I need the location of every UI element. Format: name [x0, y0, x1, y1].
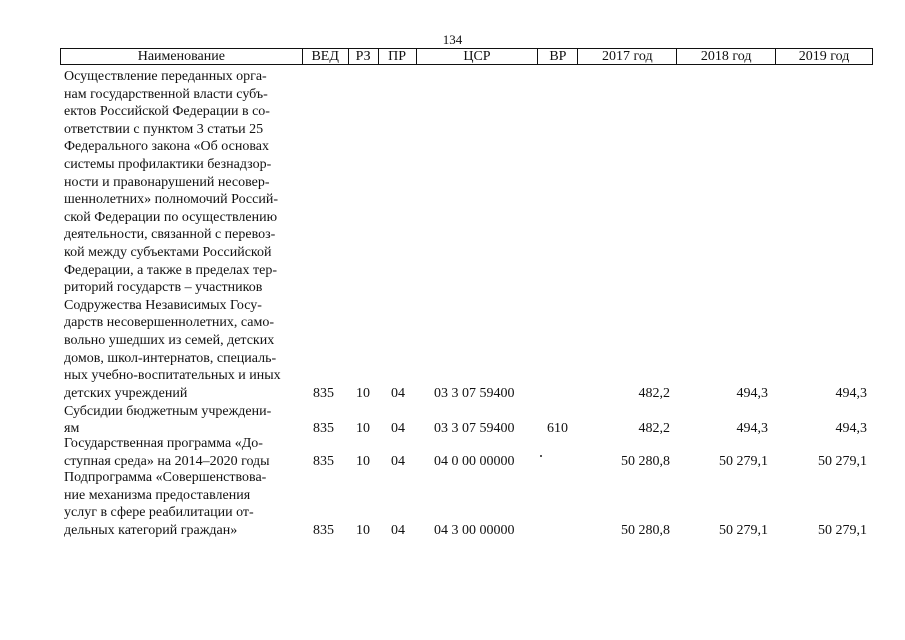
cell-2018: 494,3	[736, 421, 768, 437]
name-line: риторий государств – участников	[64, 280, 263, 296]
cell-ved: 835	[313, 385, 334, 401]
cell-ved: 835	[313, 522, 334, 538]
name-line: Содружества Независимых Госу-	[64, 297, 262, 313]
cell-2018: 50 279,1	[719, 522, 768, 538]
name-line: ям	[64, 421, 80, 437]
name-line: услуг в сфере реабилитации от-	[64, 505, 254, 521]
cell-pr: 04	[391, 421, 405, 437]
row-name	[64, 68, 304, 402]
page-number: 134	[442, 32, 463, 47]
name-line: Федерального закона «Об основах	[64, 139, 269, 155]
name-line: вольно ушедших из семей, детских	[64, 332, 275, 348]
header-vr: ВР	[538, 49, 578, 64]
name-line: детских учреждений	[64, 385, 188, 401]
cell-2019: 50 279,1	[818, 453, 867, 469]
name-line: ской Федерации по осуществлению	[64, 209, 278, 225]
cell-ved: 835	[313, 453, 334, 469]
name-line: ступная среда» на 2014–2020 годы	[64, 453, 270, 469]
cell-2018: 50 279,1	[719, 453, 768, 469]
cell-csr: 04 3 00 00000	[434, 522, 515, 538]
name-line: шеннолетних» полномочий Россий-	[64, 192, 278, 208]
name-line: ных учебно-воспитательных и иных	[64, 368, 281, 384]
header-2017: 2017 год	[578, 49, 677, 64]
cell-pr: 04	[391, 453, 405, 469]
name-line: дельных категорий граждан»	[64, 522, 238, 538]
header-ved: ВЕД	[303, 49, 349, 64]
table-header	[60, 48, 873, 65]
cell-2018: 494,3	[736, 385, 768, 401]
name-line: Государственная программа «До-	[64, 436, 263, 451]
cell-2017: 482,2	[638, 421, 670, 437]
cell-rz: 10	[356, 453, 370, 469]
cell-rz: 10	[356, 522, 370, 538]
header-2018: 2018 год	[677, 49, 776, 64]
row-name	[64, 469, 304, 539]
name-line: ектов Российской Федерации в со-	[64, 104, 270, 120]
cell-pr: 04	[391, 385, 405, 401]
header-pr: ПР	[379, 49, 417, 64]
name-line: кой между субъектами Российской	[64, 244, 272, 260]
cell-2019: 494,3	[835, 385, 867, 401]
name-line: домов, школ-интернатов, специаль-	[64, 350, 277, 366]
header-name: Наименование	[61, 49, 303, 64]
header-2019: 2019 год	[798, 49, 850, 64]
name-line: Подпрограмма «Совершенствова-	[64, 470, 267, 485]
name-line: Осуществление переданных орга-	[64, 69, 267, 84]
cell-2017: 482,2	[638, 385, 670, 401]
cell-csr: 04 0 00 00000	[434, 453, 515, 469]
header-csr: ЦСР	[417, 49, 539, 64]
name-line: ответствии с пунктом 3 статьи 25	[64, 121, 264, 137]
stray-mark	[540, 455, 542, 457]
name-line: Федерации, а также в пределах тер-	[64, 262, 278, 278]
cell-csr: 03 3 07 59400	[434, 421, 515, 437]
cell-2019: 494,3	[835, 421, 867, 437]
cell-2017: 50 280,8	[621, 453, 670, 469]
header-rz: РЗ	[349, 49, 379, 64]
name-line: нам государственной власти субъ-	[64, 86, 268, 102]
name-line: дарств несовершеннолетних, само-	[64, 315, 275, 331]
name-line: системы профилактики безнадзор-	[64, 156, 272, 172]
row-name	[64, 403, 304, 438]
cell-rz: 10	[356, 421, 370, 437]
cell-2019: 50 279,1	[818, 522, 867, 538]
row-name	[64, 435, 304, 470]
cell-vr: 610	[547, 421, 568, 437]
name-line: ности и правонарушений несовер-	[64, 174, 270, 190]
cell-ved: 835	[313, 421, 334, 437]
cell-csr: 03 3 07 59400	[434, 385, 515, 401]
name-line: Субсидии бюджетным учреждени-	[64, 403, 272, 419]
cell-rz: 10	[356, 385, 370, 401]
cell-2017: 50 280,8	[621, 522, 670, 538]
name-line: ние механизма предоставления	[64, 487, 251, 503]
name-line: деятельности, связанной с перевоз-	[64, 227, 276, 243]
cell-pr: 04	[391, 522, 405, 538]
